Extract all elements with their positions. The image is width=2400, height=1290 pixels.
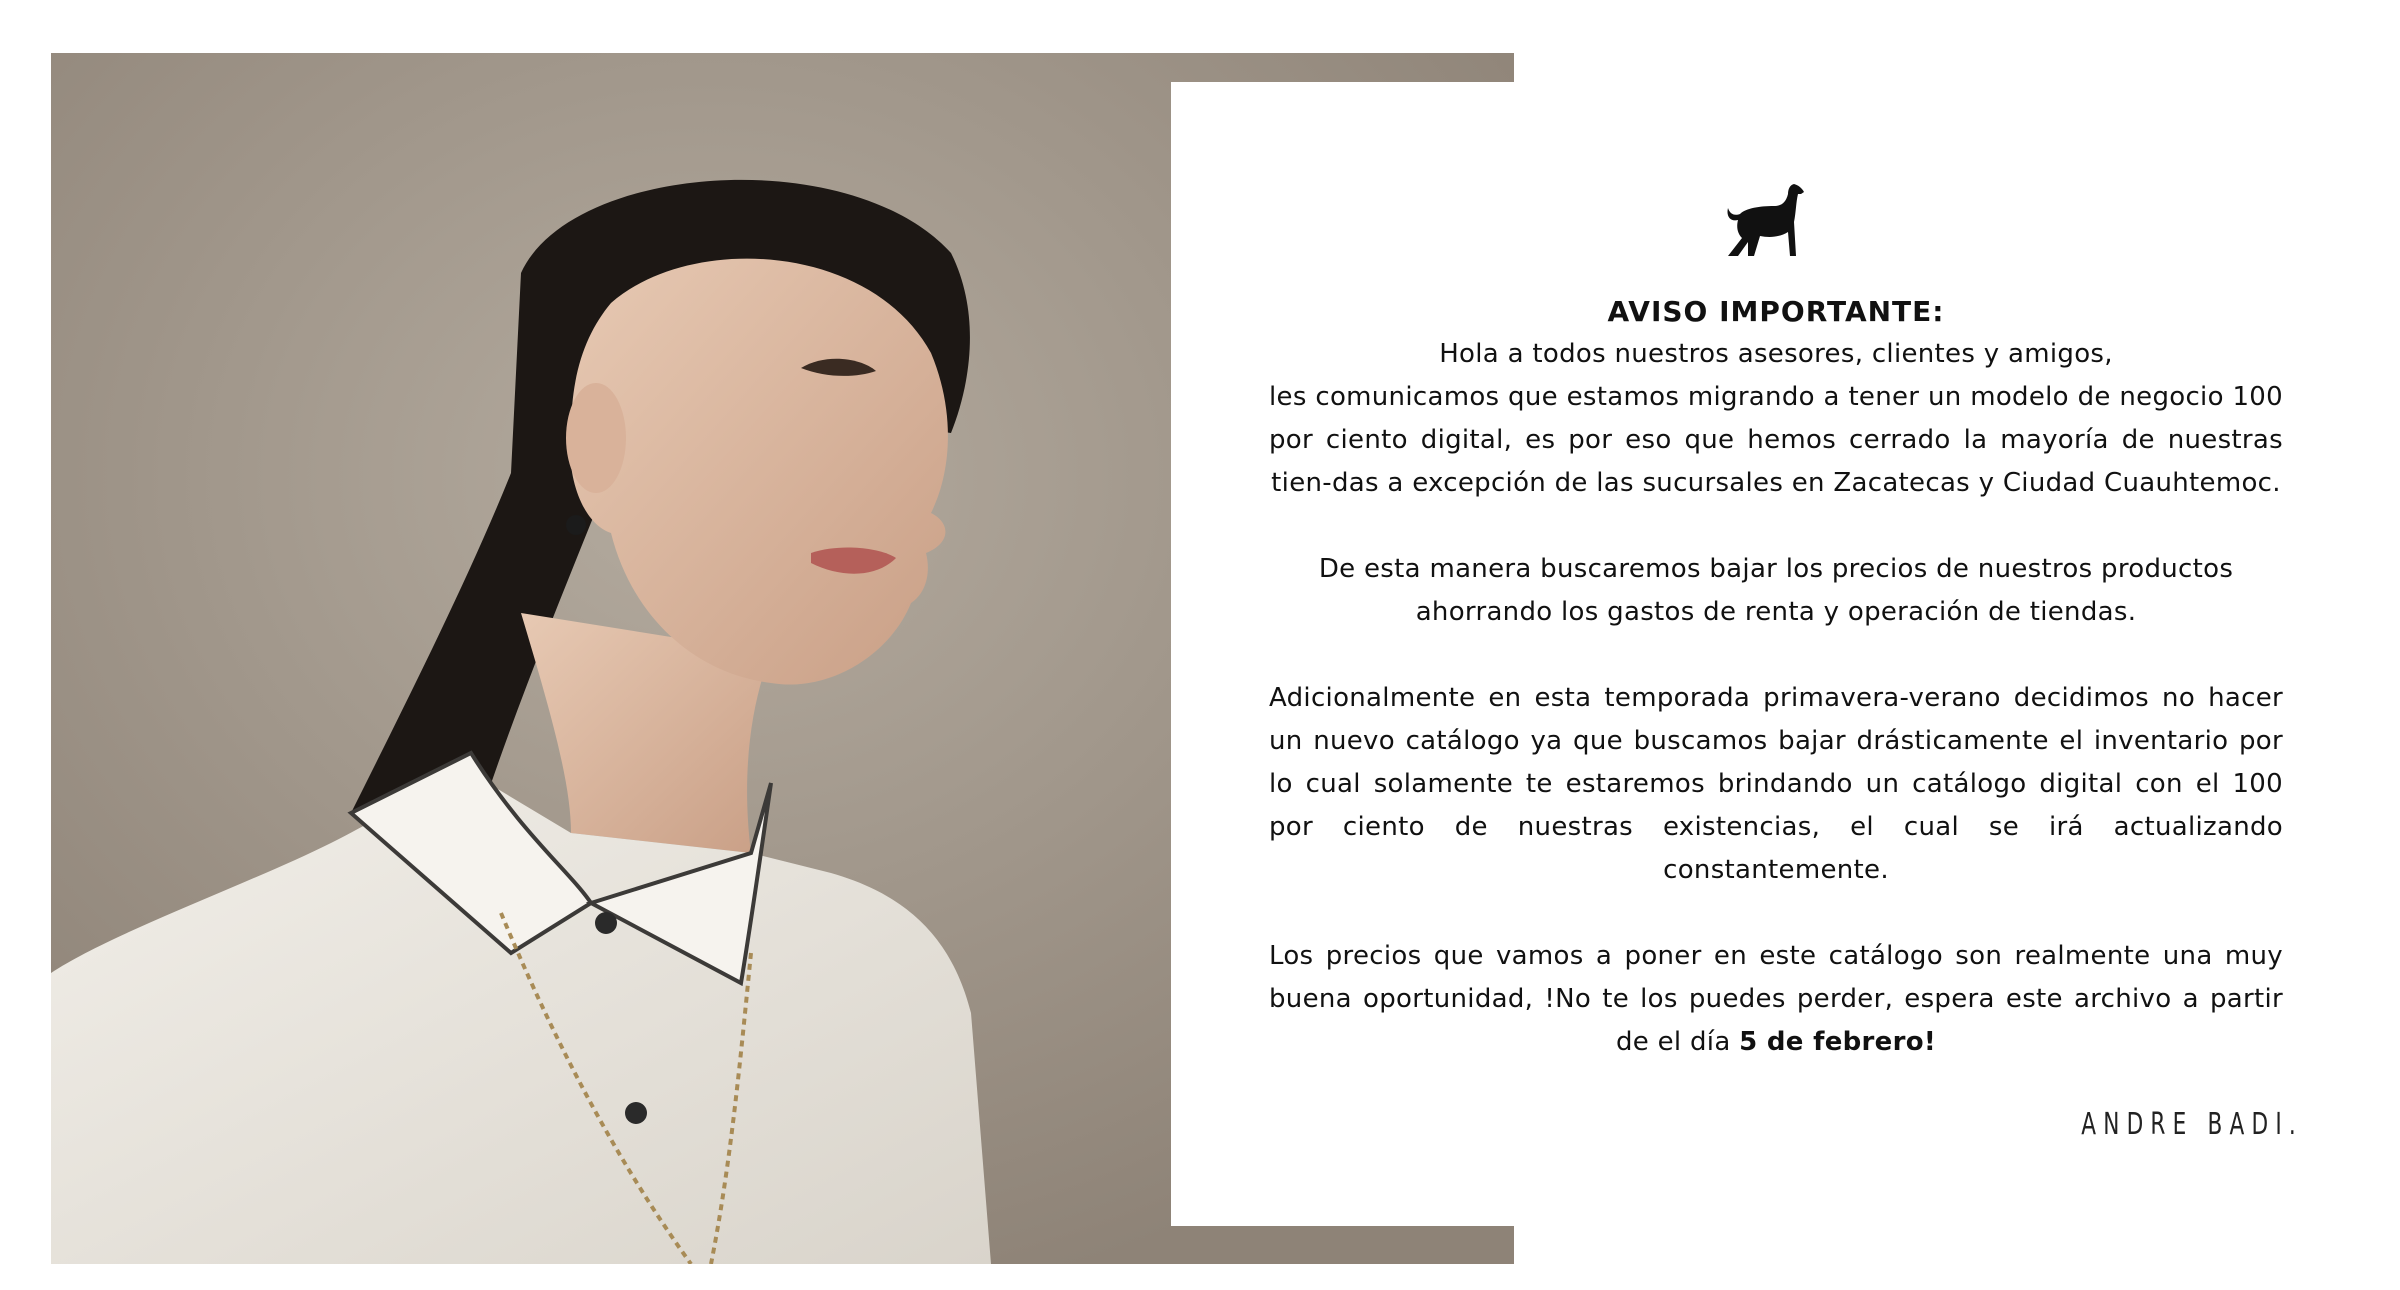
notice-card (1171, 82, 2400, 1226)
notice-date: 5 de febrero! (1739, 1027, 1937, 1057)
dog-logo-icon (1724, 182, 1806, 258)
notice-paragraph-1: les comunicamos que estamos migrando a tener un modelo de negocio 100 por ciento digital, es por eso que hemos cerrado la mayoría de nuestras tien-das a excepción de las sucursales en Zacatecas y Ciudad Cuauhtemoc. (1269, 382, 2283, 498)
notice-paragraph-3: Adicionalmente en esta temporada primavera-verano decidimos no hacer un nuevo catálogo ya que buscamos bajar drásticamente el inventario por lo cual solamente te estaremos brindando un catálogo digital con el 100 por ciento de nuestras existencias, el cual se irá actualizando constantemente. (1269, 683, 2283, 885)
notice-paragraph-2: De esta manera buscaremos bajar los precios de nuestros productos ahorrando los gastos de renta y operación de tiendas. (1318, 554, 2234, 627)
notice-greeting: Hola a todos nuestros asesores, clientes y amigos, (1439, 339, 2113, 369)
notice-paragraph-4-text: Los precios que vamos a poner en este catálogo son realmente una muy buena oportunidad, !No te los puedes perder, espera este archivo a partir de el día (1269, 941, 2283, 1057)
notice-content (1269, 290, 2283, 1064)
notice-paragraph-4 (1269, 935, 2283, 1064)
brand-wordmark: ANDRE BADI. (2081, 1107, 2303, 1142)
notice-title: AVISO IMPORTANTE: (1607, 295, 1945, 328)
